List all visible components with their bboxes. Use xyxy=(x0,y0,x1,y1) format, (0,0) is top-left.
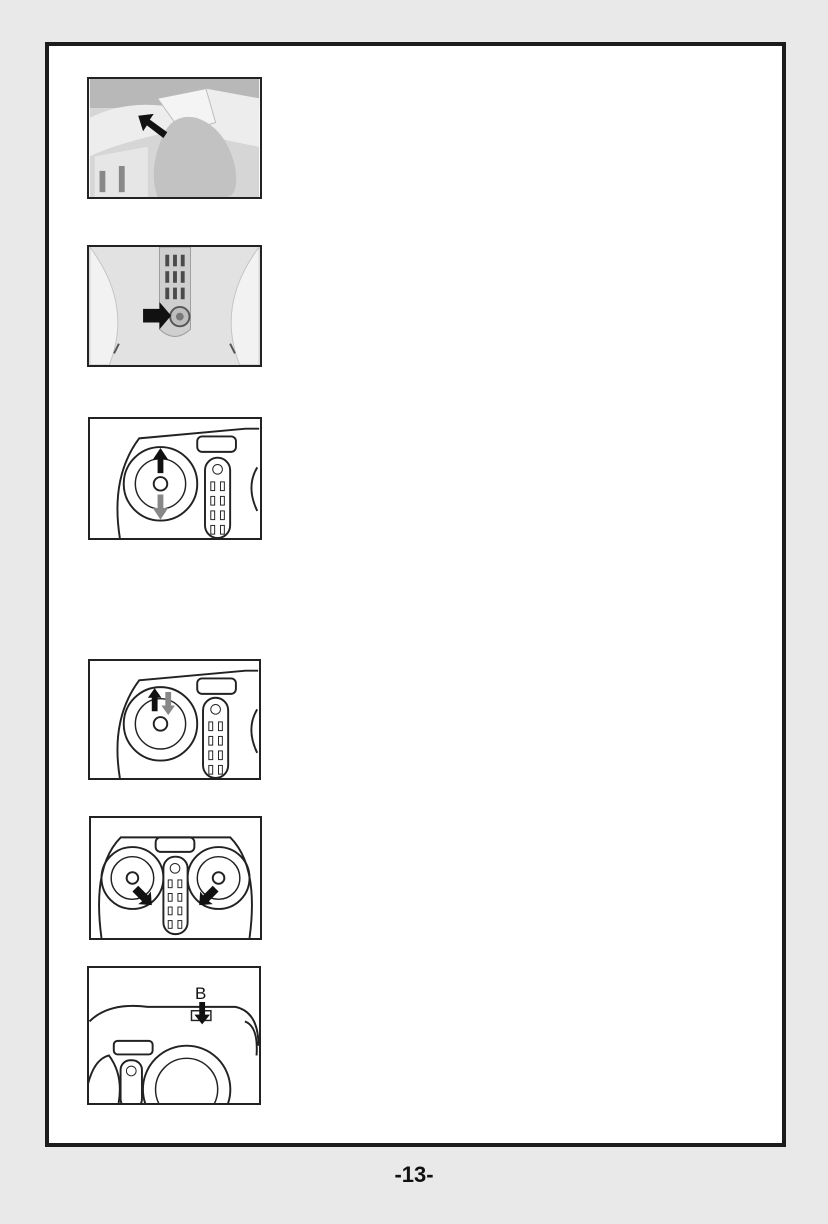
page-number: -13- xyxy=(394,1162,434,1187)
controller-throttle-icon xyxy=(90,419,260,538)
figure-6-diagram xyxy=(87,966,261,1105)
controller-throttle-short-icon xyxy=(90,661,259,778)
button-b-label: B xyxy=(195,984,207,1003)
finger-press-icon xyxy=(89,79,260,197)
controller-both-sticks-icon xyxy=(91,818,260,938)
controller-button-b-icon xyxy=(89,968,259,1103)
figure-1-photo xyxy=(87,77,262,199)
figure-5-diagram xyxy=(89,816,262,940)
power-button-icon xyxy=(89,247,260,365)
figure-4-diagram xyxy=(88,659,261,780)
figure-2-photo xyxy=(87,245,262,367)
figure-3-diagram xyxy=(88,417,262,540)
